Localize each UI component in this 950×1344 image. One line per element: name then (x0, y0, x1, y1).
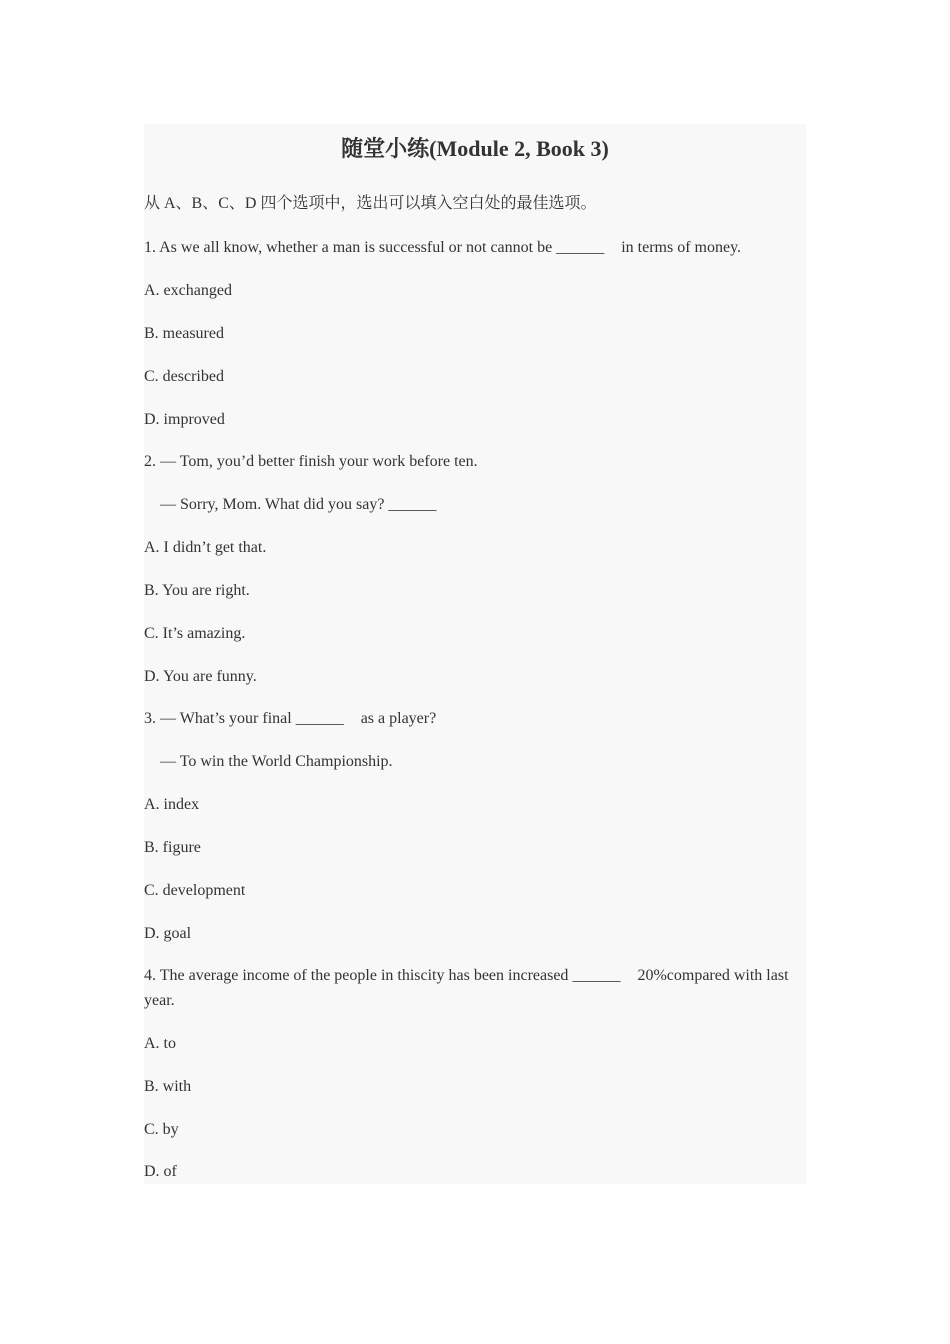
question-1-option-c: C. described (144, 368, 224, 385)
question-2-option-d: D. You are funny. (144, 668, 257, 685)
question-4-option-a: A. to (144, 1035, 176, 1052)
question-4-option-d: D. of (144, 1163, 177, 1180)
question-4-blank: ______ (572, 967, 621, 984)
page-title: 随堂小练(Module 2, Book 3) (341, 136, 609, 161)
question-4-stem (144, 963, 806, 1013)
question-3-stem-after: as a player? (360, 710, 437, 727)
question-1-option-b: B. measured (144, 325, 224, 342)
question-3-option-a: A. index (144, 796, 200, 813)
instructions: 从 A、B、C、D 四个选项中，选出可以填入空白处的最佳选项。 (144, 195, 597, 212)
question-3-stem (144, 706, 806, 731)
question-2-option-a: A. I didn’t get that. (144, 539, 267, 556)
question-3-option-d: D. goal (144, 925, 192, 942)
question-4-stem-after: 20%compared with last year. (144, 967, 789, 1009)
question-4-stem-before: 4. The average income of the people in thiscity has been increased (144, 967, 573, 984)
question-3-blank: ______ (295, 710, 344, 727)
question-3-stem-before: 3. — What’s your final (144, 710, 296, 727)
question-2-blank: ______ (388, 496, 437, 513)
question-2-option-c: C. It’s amazing. (144, 625, 246, 642)
question-3-option-b: B. figure (144, 839, 201, 856)
question-2-stem-line1: 2. — Tom, you’d better finish your work before ten. (144, 453, 478, 470)
document-page (144, 124, 806, 1184)
question-1-option-d: D. improved (144, 411, 225, 428)
question-3-option-c: C. development (144, 882, 246, 899)
question-2-stem-line2-text: — Sorry, Mom. What did you say? (160, 496, 389, 513)
question-1-stem (144, 235, 806, 260)
question-2-stem-line2 (144, 492, 822, 517)
question-1-stem-before: 1. As we all know, whether a man is successful or not cannot be (144, 239, 557, 256)
question-1-blank: ______ (556, 239, 605, 256)
question-3-stem-line2: — To win the World Championship. (160, 753, 393, 770)
question-1-stem-after: in terms of money. (621, 239, 742, 256)
question-4-option-b: B. with (144, 1078, 192, 1095)
question-4-option-c: C. by (144, 1121, 179, 1138)
question-1-option-a: A. exchanged (144, 282, 232, 299)
question-2-option-b: B. You are right. (144, 582, 250, 599)
